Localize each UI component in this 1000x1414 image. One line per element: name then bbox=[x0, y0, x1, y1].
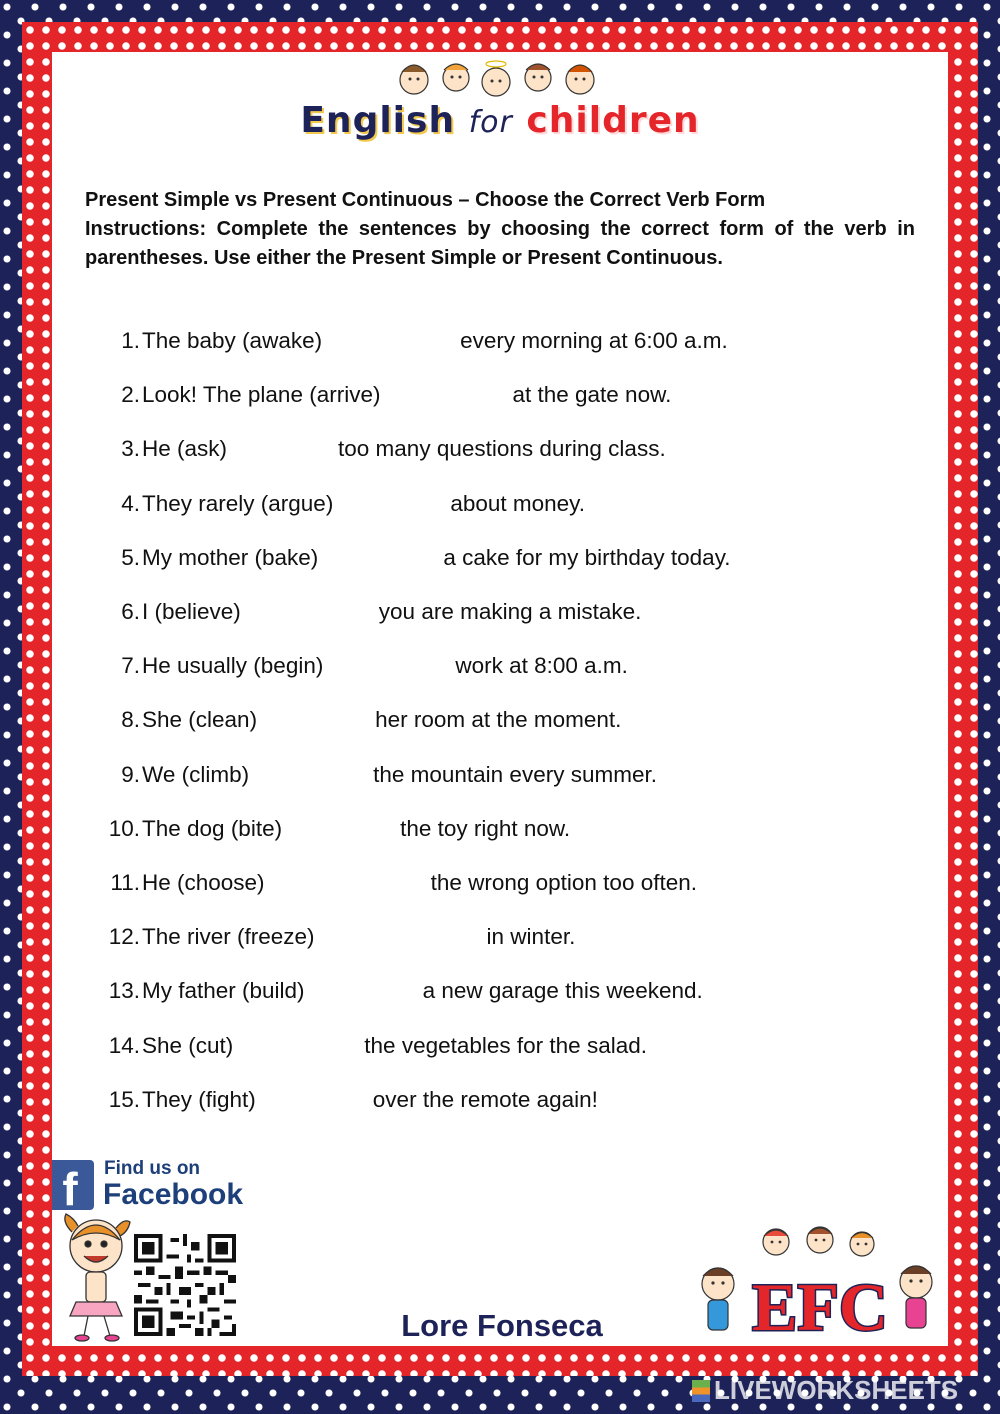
sentence-start: I (believe) bbox=[142, 599, 241, 625]
sentence-start: They (fight) bbox=[142, 1086, 256, 1112]
watermark-text: LIVEWORKSHEETS bbox=[714, 1375, 959, 1405]
sentence-end: the toy right now. bbox=[400, 815, 571, 841]
sentence-end: the wrong option too often. bbox=[430, 869, 698, 895]
worksheet-intro bbox=[85, 186, 915, 273]
facebook-badge[interactable] bbox=[52, 1158, 266, 1214]
item-number: 9. bbox=[121, 761, 140, 787]
sentence-start: He (ask) bbox=[142, 436, 228, 462]
sentence-start: My father (build) bbox=[142, 978, 305, 1004]
item-number: 7. bbox=[121, 653, 140, 679]
item-number: 4. bbox=[121, 490, 140, 516]
item-number: 12. bbox=[108, 924, 140, 950]
sentence-start: He (choose) bbox=[142, 869, 265, 895]
sentence-start: My mother (bake) bbox=[142, 544, 319, 570]
sentence-end: over the remote again! bbox=[372, 1086, 598, 1112]
exercise-item bbox=[92, 585, 912, 639]
sentence-end: the vegetables for the salad. bbox=[364, 1032, 647, 1058]
exercise-item bbox=[92, 856, 912, 910]
sentence-end: every morning at 6:00 a.m. bbox=[460, 328, 728, 354]
efc-logo-text: EFC bbox=[752, 1269, 888, 1345]
item-number: 15. bbox=[108, 1086, 140, 1112]
item-number: 14. bbox=[108, 1032, 140, 1058]
worksheet-title: Present Simple vs Present Continuous – Choose the Correct Verb Form bbox=[85, 189, 766, 211]
girl-illustration bbox=[58, 1212, 136, 1342]
sentence-end: the mountain every summer. bbox=[373, 761, 657, 787]
facebook-logo-icon: f bbox=[52, 1160, 94, 1210]
liveworksheets-watermark bbox=[692, 1376, 992, 1404]
item-number: 10. bbox=[108, 815, 140, 841]
exercise-item bbox=[92, 802, 912, 856]
sentence-end: about money. bbox=[450, 490, 585, 516]
item-number: 3. bbox=[121, 436, 140, 462]
item-number: 6. bbox=[121, 599, 140, 625]
exercise-item bbox=[92, 748, 912, 802]
exercise-item bbox=[92, 422, 912, 476]
author-name: Lore Fonseca bbox=[401, 1308, 603, 1343]
sentence-start: The baby (awake) bbox=[142, 328, 323, 354]
exercise-item bbox=[92, 314, 912, 368]
sentence-end: her room at the moment. bbox=[375, 707, 622, 733]
item-number: 1. bbox=[121, 328, 140, 354]
exercise-item bbox=[92, 693, 912, 747]
efc-kids-logo bbox=[692, 1218, 948, 1346]
liveworksheets-badge-icon bbox=[692, 1380, 710, 1402]
sentence-end: too many questions during class. bbox=[338, 436, 666, 462]
sentence-end: you are making a mistake. bbox=[378, 599, 642, 625]
exercise-item bbox=[92, 910, 912, 964]
exercise-list bbox=[92, 314, 912, 1127]
sentence-start: They rarely (argue) bbox=[142, 490, 334, 516]
sentence-start: We (climb) bbox=[142, 761, 250, 787]
sentence-end: in winter. bbox=[486, 924, 576, 950]
item-number: 13. bbox=[108, 978, 140, 1004]
sentence-start: She (cut) bbox=[142, 1032, 234, 1058]
item-number: 11. bbox=[110, 869, 140, 895]
sentence-start: He usually (begin) bbox=[142, 653, 324, 679]
item-number: 2. bbox=[121, 382, 140, 408]
sentence-start: She (clean) bbox=[142, 707, 258, 733]
item-number: 5. bbox=[121, 544, 140, 570]
exercise-item bbox=[92, 368, 912, 422]
qr-code[interactable] bbox=[134, 1234, 236, 1336]
logo-word-for: for bbox=[468, 105, 513, 140]
sentence-end: a new garage this weekend. bbox=[422, 978, 703, 1004]
sentence-start: The dog (bite) bbox=[142, 815, 283, 841]
item-number: 8. bbox=[121, 707, 140, 733]
sentence-start: The river (freeze) bbox=[142, 924, 315, 950]
sentence-start: Look! The plane (arrive) bbox=[142, 382, 381, 408]
sentence-end: at the gate now. bbox=[512, 382, 672, 408]
exercise-item bbox=[92, 964, 912, 1018]
exercise-item bbox=[92, 1018, 912, 1072]
worksheet-page bbox=[52, 52, 948, 1346]
logo-word-children: children bbox=[526, 100, 700, 141]
worksheet-instructions: Instructions: Complete the sentences by choosing the correct form of the verb in parentheses. Use either the Present Simple or Present Continuous. bbox=[85, 218, 915, 269]
facebook-line1: Find us on bbox=[104, 1158, 201, 1179]
exercise-item bbox=[92, 477, 912, 531]
exercise-item bbox=[92, 639, 912, 693]
sentence-end: work at 8:00 a.m. bbox=[455, 653, 628, 679]
logo-word-english: English bbox=[300, 100, 456, 141]
facebook-line2: Facebook bbox=[103, 1178, 244, 1211]
exercise-item bbox=[92, 1073, 912, 1127]
sentence-end: a cake for my birthday today. bbox=[443, 544, 731, 570]
english-for-children-logo bbox=[52, 100, 948, 141]
exercise-item bbox=[92, 531, 912, 585]
